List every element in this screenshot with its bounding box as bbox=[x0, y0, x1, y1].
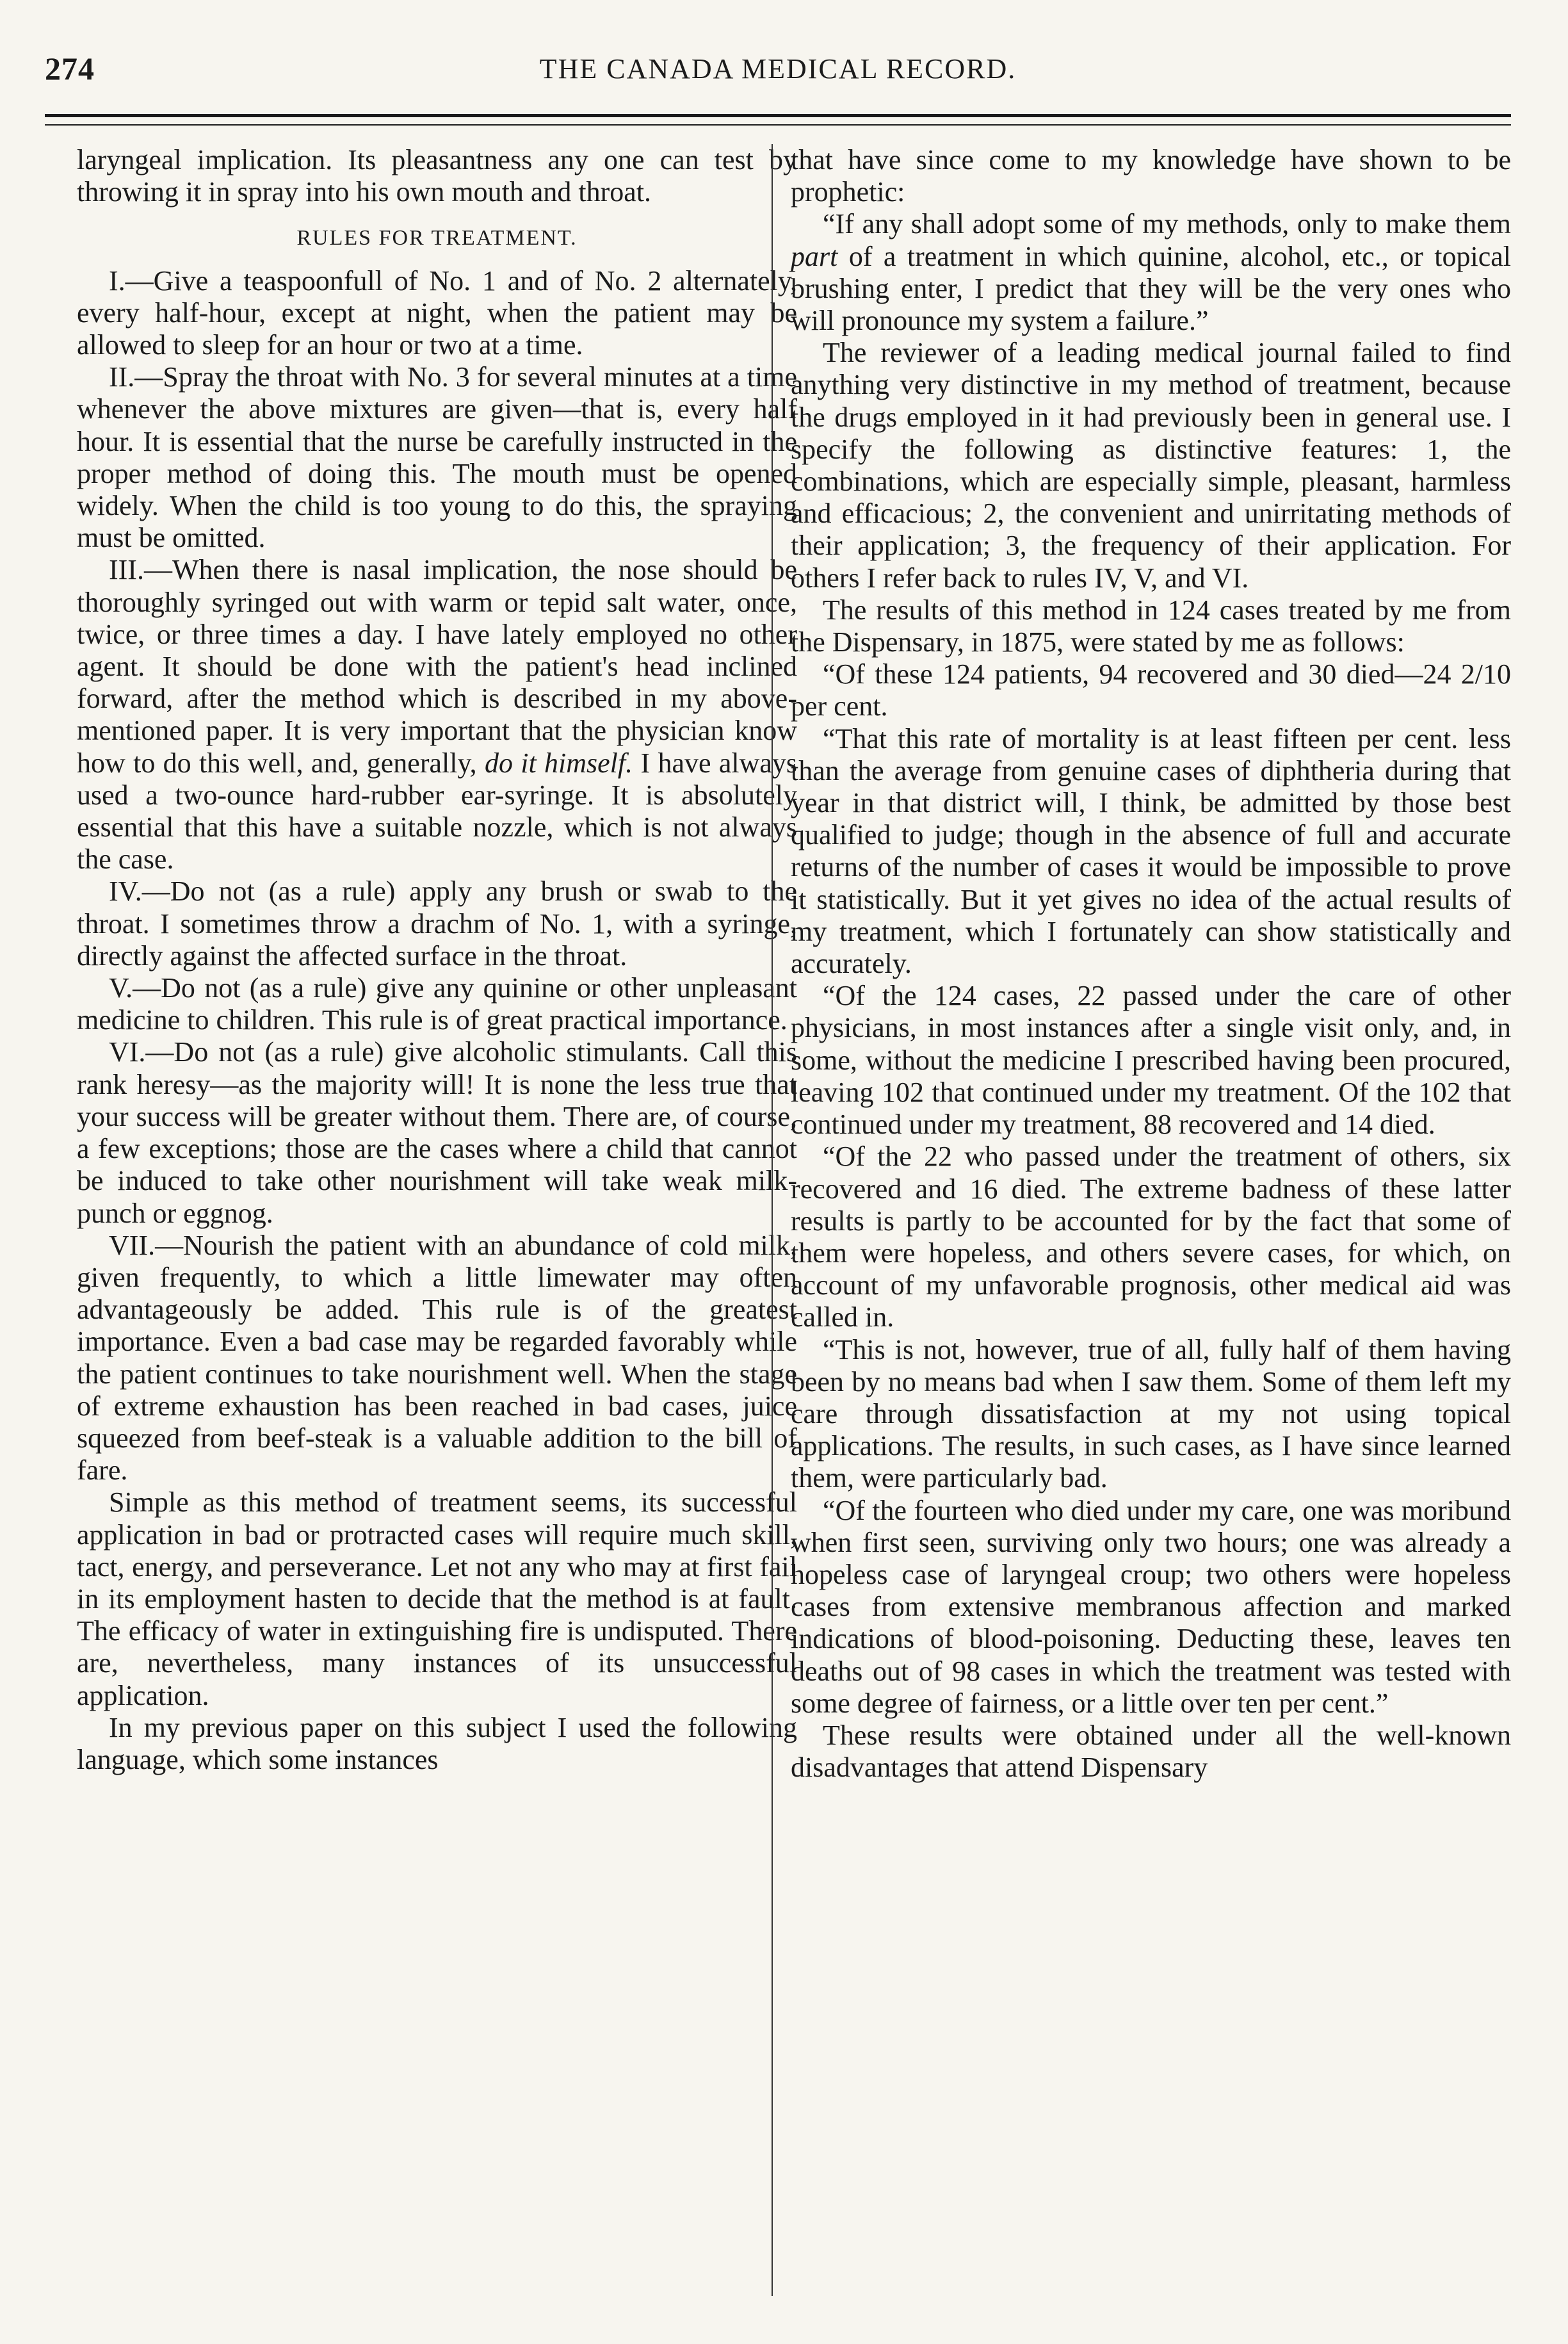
rule-6: VI.—Do not (as a rule) give alcoholic stimulants. Call this rank heresy—as the majority will! It is none the less true that your success will be greater without them. There are, of course, a few exceptions; those are the cases where a child that cannot be induced to take other nourishment will take weak milk-punch or eggnog. bbox=[77, 1036, 797, 1229]
paragraph: These results were obtained under all the well-known disadvantages that attend Dispensary bbox=[791, 1719, 1511, 1784]
quote-paragraph: “That this rate of mortality is at least fifteen per cent. less than the average from genuine cases of diphtheria during that year in that district will, I think, be admitted by those best qualified to judge; though in the absence of full and accurate returns of the number of cases it would be impossible to prove it statistically. But it yet gives no idea of the actual results of my treatment, which I fortunately can show statistically and accurately. bbox=[791, 722, 1511, 980]
quote-text-b: of a treatment in which quinine, alcohol, etc., or topical brushing enter, I predict that they will be the very ones who will pronounce my system a failure.” bbox=[791, 240, 1512, 337]
column-divider bbox=[772, 144, 773, 2296]
quote-paragraph: “This is not, however, true of all, fully half of them having been by no means bad when I saw them. Some of them left my care through dissatisfaction at my not using topical applications. The results, in such cases, as I have since learned them, were particularly bad. bbox=[791, 1333, 1511, 1494]
quote-text-a: “If any shall adopt some of my methods, only to make them bbox=[823, 208, 1511, 240]
running-head: THE CANADA MEDICAL RECORD. bbox=[539, 53, 1017, 85]
header-rule-thin bbox=[45, 124, 1511, 126]
quote-paragraph: “Of these 124 patients, 94 recovered and 30 died—24 2/10 per cent. bbox=[791, 658, 1511, 722]
rule-3 bbox=[77, 554, 797, 875]
paragraph: The reviewer of a leading medical journal failed to find anything very distinctive in my method of treatment, because the drugs employed in it had previously been in general use. I specify the following as distinctive features: 1, the combinations, which are especially simple, pleasant, harmless and efficacious; 2, the convenient and unirritating methods of their application; 3, the frequency of their application. For others I refer back to rules IV, V, and VI. bbox=[791, 337, 1511, 594]
paragraph: In my previous paper on this subject I used the following language, which some instances bbox=[77, 1711, 797, 1775]
quote-paragraph bbox=[791, 208, 1511, 337]
page-number: 274 bbox=[45, 51, 95, 86]
rule-3-text-a: III.—When there is nasal implication, the nose should be thoroughly syringed out with warm or tepid salt water, once, twice, or three times a day. I have lately employed no other agent. It should be done with the patient's head inclined forward, after the method which is described in my above-mentioned paper. It is very important that the physician know how to do this well, and, generally, bbox=[77, 554, 797, 779]
rule-3-text-b: I have always used a two-ounce hard-rubber ear-syringe. It is absolutely essential that this have a suitable nozzle, which is not always the case. bbox=[77, 747, 798, 875]
rule-1: I.—Give a teaspoonfull of No. 1 and of No. 2 alternately, every half-hour, except at night, when the patient may be allowed to sleep for an hour or two at a time. bbox=[77, 265, 797, 361]
rule-5: V.—Do not (as a rule) give any quinine or other unpleasant medicine to children. This rule is of great practical importance. bbox=[77, 972, 797, 1036]
header-rule-thick bbox=[45, 114, 1511, 117]
section-heading: RULES FOR TREATMENT. bbox=[296, 226, 578, 250]
paragraph: The results of this method in 124 cases treated by me from the Dispensary, in 1875, were stated by me as follows: bbox=[791, 594, 1511, 658]
rule-3-emphasis: do it himself. bbox=[484, 747, 633, 779]
quote-paragraph: “Of the 22 who passed under the treatment of others, six recovered and 16 died. The extreme badness of these latter results is partly to be accounted for by the fact that some of them were hopeless, and others severe cases, for which, on account of my unfavorable prognosis, other medical aid was called in. bbox=[791, 1141, 1511, 1333]
right-column bbox=[791, 144, 1511, 1784]
quote-paragraph: “Of the fourteen who died under my care, one was moribund when first seen, surviving only two hours; one was already a hopeless case of laryngeal croup; two others were hopeless cases from extensive membranous affection and marked indications of blood-poisoning. Deducting these, leaves ten deaths out of 98 cases in which the treatment was tested with some degree of fairness, or a little over ten per cent.” bbox=[791, 1494, 1511, 1719]
rule-7: VII.—Nourish the patient with an abundance of cold milk, given frequently, to which a little limewater may often advantageously be added. This rule is of the greatest importance. Even a bad case may be regarded favorably while the patient continues to take nourishment well. When the stage of extreme exhaustion has been reached in bad cases, juice squeezed from beef-steak is a valuable addition to the bill of fare. bbox=[77, 1229, 797, 1486]
left-column bbox=[77, 144, 797, 1776]
paragraph: Simple as this method of treatment seems, its successful application in bad or protracted cases will require much skill, tact, energy, and perseverance. Let not any who may at first fail in its employment hasten to decide that the method is at fault. The efficacy of water in extinguishing fire is undisputed. There are, nevertheless, many instances of its unsuccessful application. bbox=[77, 1486, 797, 1711]
page-header bbox=[45, 45, 1511, 96]
paragraph: that have since come to my knowledge have shown to be prophetic: bbox=[791, 144, 1511, 208]
paragraph: laryngeal implication. Its pleasantness any one can test by throwing it in spray into his own mouth and throat. bbox=[77, 144, 797, 208]
rule-4: IV.—Do not (as a rule) apply any brush or swab to the throat. I sometimes throw a drachm of No. 1, with a syringe, directly against the affected surface in the throat. bbox=[77, 875, 797, 972]
rule-2: II.—Spray the throat with No. 3 for several minutes at a time whenever the above mixtures are given—that is, every half hour. It is essential that the nurse be carefully instructed in the proper method of doing this. The mouth must be opened widely. When the child is too young to do this, the spraying must be omitted. bbox=[77, 361, 797, 554]
quote-emphasis: part bbox=[791, 240, 838, 272]
quote-paragraph: “Of the 124 cases, 22 passed under the care of other physicians, in most instances after a single visit only, and, in some, without the medicine I prescribed having been procured, leaving 102 that continued under my treatment. Of the 102 that continued under my treatment, 88 recovered and 14 died. bbox=[791, 980, 1511, 1141]
